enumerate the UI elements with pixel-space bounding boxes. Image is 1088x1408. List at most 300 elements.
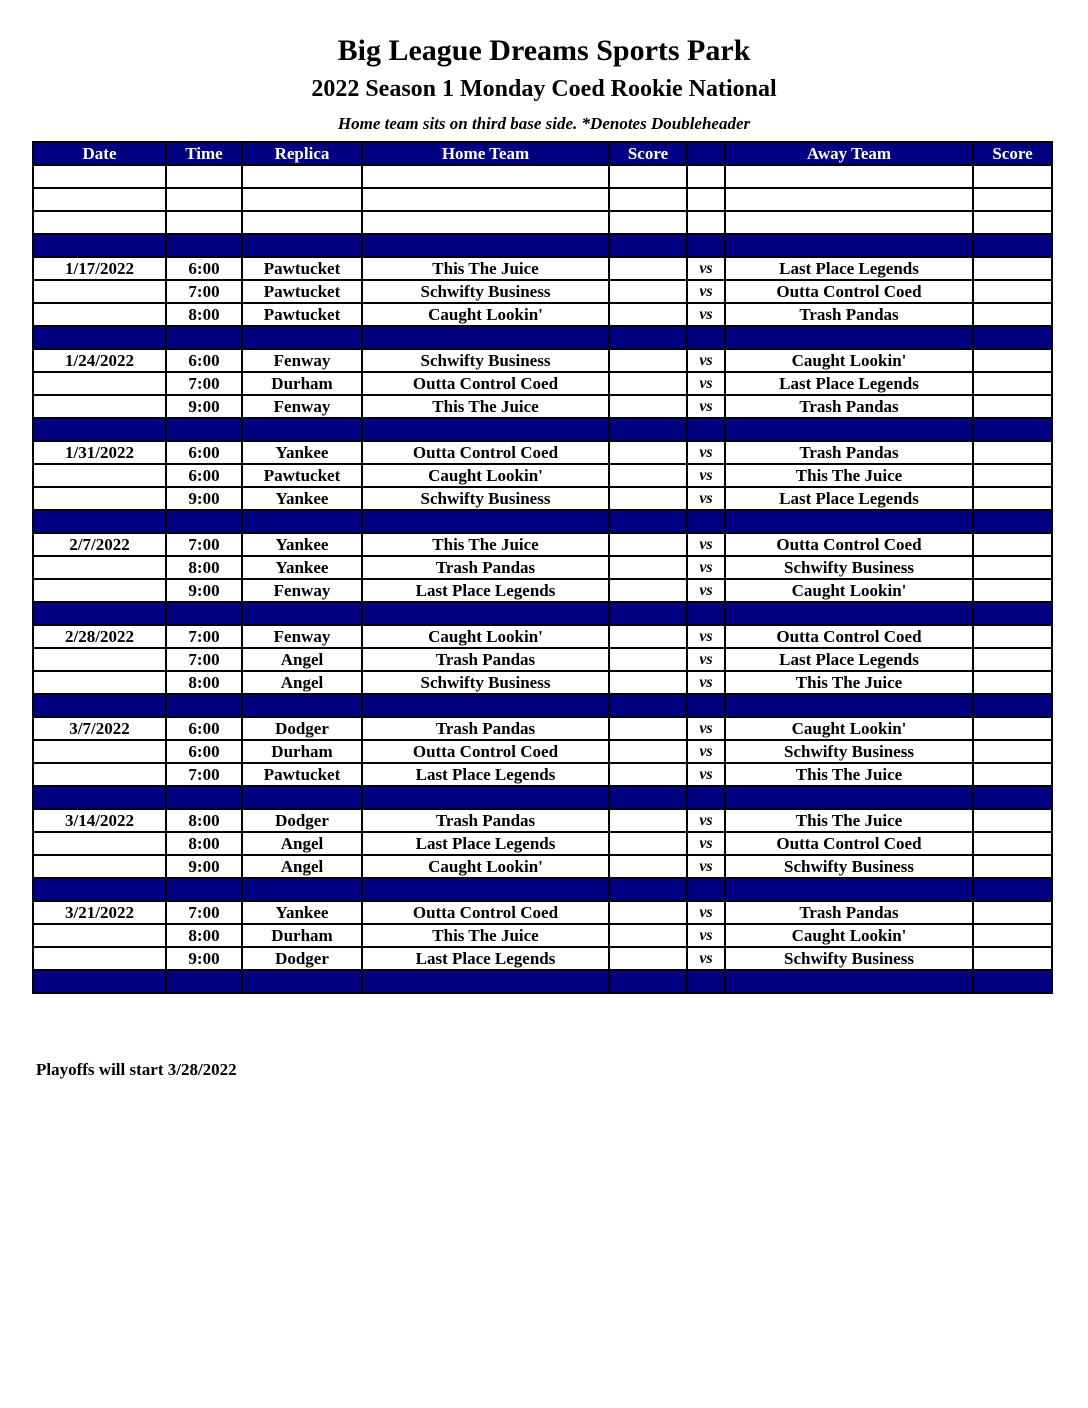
away-score <box>973 648 1052 671</box>
game-time: 7:00 <box>166 901 242 924</box>
vs-label: vs <box>687 901 725 924</box>
week-separator-row <box>33 878 1052 901</box>
empty-cell <box>242 211 362 234</box>
empty-cell <box>362 694 609 717</box>
table-row <box>33 855 1052 878</box>
empty-cell <box>362 786 609 809</box>
game-replica: Fenway <box>242 349 362 372</box>
home-team: This The Juice <box>362 395 609 418</box>
empty-cell <box>687 878 725 901</box>
vs-label: vs <box>687 556 725 579</box>
table-row <box>33 395 1052 418</box>
home-team: Caught Lookin' <box>362 464 609 487</box>
empty-cell <box>725 188 973 211</box>
home-score <box>609 763 687 786</box>
away-team: Caught Lookin' <box>725 349 973 372</box>
vs-label: vs <box>687 671 725 694</box>
away-team: This The Juice <box>725 809 973 832</box>
game-replica: Pawtucket <box>242 280 362 303</box>
game-time: 8:00 <box>166 832 242 855</box>
game-date <box>33 464 166 487</box>
away-team: Trash Pandas <box>725 303 973 326</box>
table-row <box>33 303 1052 326</box>
empty-cell <box>166 188 242 211</box>
empty-cell <box>166 786 242 809</box>
home-score <box>609 648 687 671</box>
game-replica: Yankee <box>242 556 362 579</box>
empty-cell <box>166 418 242 441</box>
empty-cell <box>725 786 973 809</box>
home-team: Last Place Legends <box>362 579 609 602</box>
home-team: Trash Pandas <box>362 648 609 671</box>
empty-cell <box>33 602 166 625</box>
home-score <box>609 372 687 395</box>
table-row <box>33 763 1052 786</box>
home-team: Schwifty Business <box>362 487 609 510</box>
home-team: Last Place Legends <box>362 832 609 855</box>
week-separator-row <box>33 326 1052 349</box>
away-team: Caught Lookin' <box>725 924 973 947</box>
game-replica: Durham <box>242 372 362 395</box>
column-header-away-team: Away Team <box>725 142 973 165</box>
empty-cell <box>166 326 242 349</box>
column-header-vs <box>687 142 725 165</box>
game-time: 7:00 <box>166 533 242 556</box>
empty-cell <box>725 234 973 257</box>
away-score <box>973 464 1052 487</box>
away-team: Caught Lookin' <box>725 579 973 602</box>
empty-cell <box>242 602 362 625</box>
empty-cell <box>33 234 166 257</box>
empty-cell <box>242 418 362 441</box>
home-score <box>609 809 687 832</box>
away-score <box>973 924 1052 947</box>
game-date: 3/7/2022 <box>33 717 166 740</box>
empty-cell <box>242 326 362 349</box>
empty-cell <box>609 326 687 349</box>
table-row <box>33 947 1052 970</box>
home-score <box>609 901 687 924</box>
column-header-home-score: Score <box>609 142 687 165</box>
table-row <box>33 349 1052 372</box>
empty-cell <box>687 418 725 441</box>
game-replica: Dodger <box>242 717 362 740</box>
away-score <box>973 533 1052 556</box>
empty-cell <box>973 211 1052 234</box>
game-date: 3/21/2022 <box>33 901 166 924</box>
home-score <box>609 717 687 740</box>
game-date <box>33 280 166 303</box>
away-score <box>973 487 1052 510</box>
away-score <box>973 349 1052 372</box>
week-separator-row <box>33 510 1052 533</box>
empty-cell <box>725 165 973 188</box>
vs-label: vs <box>687 717 725 740</box>
away-team: Outta Control Coed <box>725 280 973 303</box>
home-team: Schwifty Business <box>362 349 609 372</box>
away-team: Last Place Legends <box>725 648 973 671</box>
empty-cell <box>973 165 1052 188</box>
week-separator-row <box>33 418 1052 441</box>
home-score <box>609 671 687 694</box>
empty-cell <box>609 418 687 441</box>
week-separator-row <box>33 970 1052 993</box>
game-time: 7:00 <box>166 648 242 671</box>
game-date <box>33 924 166 947</box>
game-time: 6:00 <box>166 464 242 487</box>
away-team: Last Place Legends <box>725 257 973 280</box>
home-team: Schwifty Business <box>362 280 609 303</box>
home-team: Schwifty Business <box>362 671 609 694</box>
table-row <box>33 487 1052 510</box>
game-date <box>33 579 166 602</box>
home-team: Outta Control Coed <box>362 740 609 763</box>
column-header-replica: Replica <box>242 142 362 165</box>
game-time: 9:00 <box>166 579 242 602</box>
empty-cell <box>362 602 609 625</box>
empty-cell <box>242 165 362 188</box>
table-row <box>33 533 1052 556</box>
week-separator-row <box>33 602 1052 625</box>
home-score <box>609 441 687 464</box>
empty-cell <box>166 602 242 625</box>
home-score <box>609 740 687 763</box>
away-team: Schwifty Business <box>725 947 973 970</box>
empty-cell <box>362 878 609 901</box>
empty-cell <box>973 970 1052 993</box>
week-separator-row <box>33 786 1052 809</box>
empty-cell <box>687 326 725 349</box>
blank-row <box>33 188 1052 211</box>
away-score <box>973 763 1052 786</box>
home-score <box>609 349 687 372</box>
table-row <box>33 257 1052 280</box>
playoffs-note: Playoffs will start 3/28/2022 <box>36 1060 237 1079</box>
table-row <box>33 280 1052 303</box>
empty-cell <box>362 326 609 349</box>
game-time: 9:00 <box>166 947 242 970</box>
empty-cell <box>166 694 242 717</box>
vs-label: vs <box>687 280 725 303</box>
vs-label: vs <box>687 947 725 970</box>
game-replica: Dodger <box>242 947 362 970</box>
empty-cell <box>33 878 166 901</box>
home-score <box>609 464 687 487</box>
home-score <box>609 832 687 855</box>
away-score <box>973 372 1052 395</box>
empty-cell <box>687 234 725 257</box>
game-replica: Fenway <box>242 395 362 418</box>
away-score <box>973 717 1052 740</box>
vs-label: vs <box>687 303 725 326</box>
game-time: 8:00 <box>166 924 242 947</box>
page-subtitle: 2022 Season 1 Monday Coed Rookie National <box>311 76 777 102</box>
empty-cell <box>166 510 242 533</box>
empty-cell <box>609 786 687 809</box>
away-score <box>973 901 1052 924</box>
home-score <box>609 625 687 648</box>
home-score <box>609 947 687 970</box>
game-replica: Angel <box>242 832 362 855</box>
game-time: 9:00 <box>166 487 242 510</box>
vs-label: vs <box>687 832 725 855</box>
empty-cell <box>973 694 1052 717</box>
empty-cell <box>973 234 1052 257</box>
game-time: 9:00 <box>166 855 242 878</box>
empty-cell <box>973 188 1052 211</box>
away-team: Caught Lookin' <box>725 717 973 740</box>
empty-cell <box>973 602 1052 625</box>
empty-cell <box>362 165 609 188</box>
table-header-row <box>33 142 1052 165</box>
empty-cell <box>242 786 362 809</box>
home-score <box>609 924 687 947</box>
home-team: Caught Lookin' <box>362 855 609 878</box>
empty-cell <box>33 970 166 993</box>
vs-label: vs <box>687 349 725 372</box>
game-replica: Pawtucket <box>242 464 362 487</box>
game-date: 2/7/2022 <box>33 533 166 556</box>
home-score <box>609 579 687 602</box>
empty-cell <box>609 234 687 257</box>
home-score <box>609 280 687 303</box>
page-note: Home team sits on third base side. *Denotes Doubleheader <box>337 114 751 133</box>
empty-cell <box>166 211 242 234</box>
away-score <box>973 280 1052 303</box>
vs-label: vs <box>687 740 725 763</box>
game-time: 8:00 <box>166 556 242 579</box>
home-score <box>609 487 687 510</box>
game-date <box>33 855 166 878</box>
table-row <box>33 464 1052 487</box>
vs-label: vs <box>687 441 725 464</box>
away-team: Last Place Legends <box>725 487 973 510</box>
away-score <box>973 395 1052 418</box>
away-score <box>973 809 1052 832</box>
game-date <box>33 556 166 579</box>
away-score <box>973 441 1052 464</box>
week-separator-row <box>33 234 1052 257</box>
game-time: 6:00 <box>166 349 242 372</box>
home-team: This The Juice <box>362 257 609 280</box>
game-date: 2/28/2022 <box>33 625 166 648</box>
away-team: Schwifty Business <box>725 855 973 878</box>
table-row <box>33 832 1052 855</box>
table-row <box>33 717 1052 740</box>
empty-cell <box>687 970 725 993</box>
empty-cell <box>609 878 687 901</box>
home-score <box>609 533 687 556</box>
game-time: 6:00 <box>166 740 242 763</box>
empty-cell <box>242 188 362 211</box>
empty-cell <box>973 786 1052 809</box>
empty-cell <box>609 188 687 211</box>
game-replica: Angel <box>242 671 362 694</box>
table-row <box>33 579 1052 602</box>
home-team: Caught Lookin' <box>362 303 609 326</box>
away-score <box>973 740 1052 763</box>
empty-cell <box>362 510 609 533</box>
home-score <box>609 556 687 579</box>
vs-label: vs <box>687 763 725 786</box>
empty-cell <box>609 694 687 717</box>
empty-cell <box>33 211 166 234</box>
empty-cell <box>687 188 725 211</box>
blank-row <box>33 165 1052 188</box>
empty-cell <box>362 188 609 211</box>
empty-cell <box>687 602 725 625</box>
away-team: This The Juice <box>725 763 973 786</box>
game-time: 8:00 <box>166 809 242 832</box>
home-score <box>609 257 687 280</box>
home-score <box>609 855 687 878</box>
empty-cell <box>362 234 609 257</box>
column-header-time: Time <box>166 142 242 165</box>
vs-label: vs <box>687 924 725 947</box>
away-score <box>973 556 1052 579</box>
empty-cell <box>362 211 609 234</box>
vs-label: vs <box>687 533 725 556</box>
home-team: Outta Control Coed <box>362 372 609 395</box>
table-row <box>33 625 1052 648</box>
away-score <box>973 625 1052 648</box>
game-replica: Durham <box>242 740 362 763</box>
game-date <box>33 303 166 326</box>
game-date <box>33 372 166 395</box>
game-date <box>33 487 166 510</box>
away-team: Outta Control Coed <box>725 832 973 855</box>
empty-cell <box>242 878 362 901</box>
table-row <box>33 441 1052 464</box>
empty-cell <box>973 878 1052 901</box>
empty-cell <box>973 418 1052 441</box>
table-row <box>33 648 1052 671</box>
empty-cell <box>725 970 973 993</box>
vs-label: vs <box>687 625 725 648</box>
vs-label: vs <box>687 372 725 395</box>
empty-cell <box>33 188 166 211</box>
home-team: Trash Pandas <box>362 717 609 740</box>
schedule-body <box>33 165 1052 993</box>
game-replica: Fenway <box>242 625 362 648</box>
game-time: 7:00 <box>166 625 242 648</box>
away-team: Trash Pandas <box>725 901 973 924</box>
game-date <box>33 740 166 763</box>
empty-cell <box>242 234 362 257</box>
vs-label: vs <box>687 809 725 832</box>
game-date: 1/24/2022 <box>33 349 166 372</box>
empty-cell <box>725 602 973 625</box>
game-date <box>33 947 166 970</box>
vs-label: vs <box>687 579 725 602</box>
game-replica: Pawtucket <box>242 257 362 280</box>
home-team: This The Juice <box>362 533 609 556</box>
away-team: Trash Pandas <box>725 441 973 464</box>
game-date: 1/31/2022 <box>33 441 166 464</box>
home-team: Last Place Legends <box>362 763 609 786</box>
home-score <box>609 303 687 326</box>
game-time: 8:00 <box>166 671 242 694</box>
away-team: Outta Control Coed <box>725 625 973 648</box>
column-header-home-team: Home Team <box>362 142 609 165</box>
empty-cell <box>725 326 973 349</box>
game-date <box>33 763 166 786</box>
game-time: 6:00 <box>166 257 242 280</box>
empty-cell <box>725 510 973 533</box>
game-time: 7:00 <box>166 280 242 303</box>
table-row <box>33 671 1052 694</box>
schedule-table <box>32 141 1053 994</box>
blank-row <box>33 211 1052 234</box>
vs-label: vs <box>687 395 725 418</box>
empty-cell <box>973 510 1052 533</box>
game-replica: Fenway <box>242 579 362 602</box>
game-time: 6:00 <box>166 441 242 464</box>
empty-cell <box>33 786 166 809</box>
empty-cell <box>725 694 973 717</box>
home-team: Outta Control Coed <box>362 441 609 464</box>
empty-cell <box>687 510 725 533</box>
empty-cell <box>362 418 609 441</box>
away-team: This The Juice <box>725 671 973 694</box>
empty-cell <box>166 970 242 993</box>
empty-cell <box>725 211 973 234</box>
table-row <box>33 556 1052 579</box>
game-replica: Yankee <box>242 901 362 924</box>
table-row <box>33 809 1052 832</box>
empty-cell <box>33 510 166 533</box>
empty-cell <box>166 165 242 188</box>
home-team: Trash Pandas <box>362 556 609 579</box>
table-row <box>33 901 1052 924</box>
game-time: 7:00 <box>166 763 242 786</box>
empty-cell <box>166 234 242 257</box>
vs-label: vs <box>687 257 725 280</box>
away-score <box>973 257 1052 280</box>
away-score <box>973 671 1052 694</box>
game-replica: Durham <box>242 924 362 947</box>
empty-cell <box>33 165 166 188</box>
game-time: 7:00 <box>166 372 242 395</box>
week-separator-row <box>33 694 1052 717</box>
vs-label: vs <box>687 464 725 487</box>
empty-cell <box>609 211 687 234</box>
vs-label: vs <box>687 648 725 671</box>
empty-cell <box>609 165 687 188</box>
game-replica: Angel <box>242 648 362 671</box>
away-score <box>973 855 1052 878</box>
empty-cell <box>33 694 166 717</box>
game-date <box>33 832 166 855</box>
game-replica: Pawtucket <box>242 303 362 326</box>
empty-cell <box>725 418 973 441</box>
column-header-date: Date <box>33 142 166 165</box>
column-header-away-score: Score <box>973 142 1052 165</box>
game-date <box>33 671 166 694</box>
home-score <box>609 395 687 418</box>
away-team: Schwifty Business <box>725 740 973 763</box>
empty-cell <box>609 510 687 533</box>
table-row <box>33 372 1052 395</box>
empty-cell <box>242 970 362 993</box>
vs-label: vs <box>687 487 725 510</box>
empty-cell <box>242 694 362 717</box>
game-date: 1/17/2022 <box>33 257 166 280</box>
page-title: Big League Dreams Sports Park <box>337 34 751 67</box>
game-replica: Yankee <box>242 487 362 510</box>
home-team: Last Place Legends <box>362 947 609 970</box>
game-time: 8:00 <box>166 303 242 326</box>
